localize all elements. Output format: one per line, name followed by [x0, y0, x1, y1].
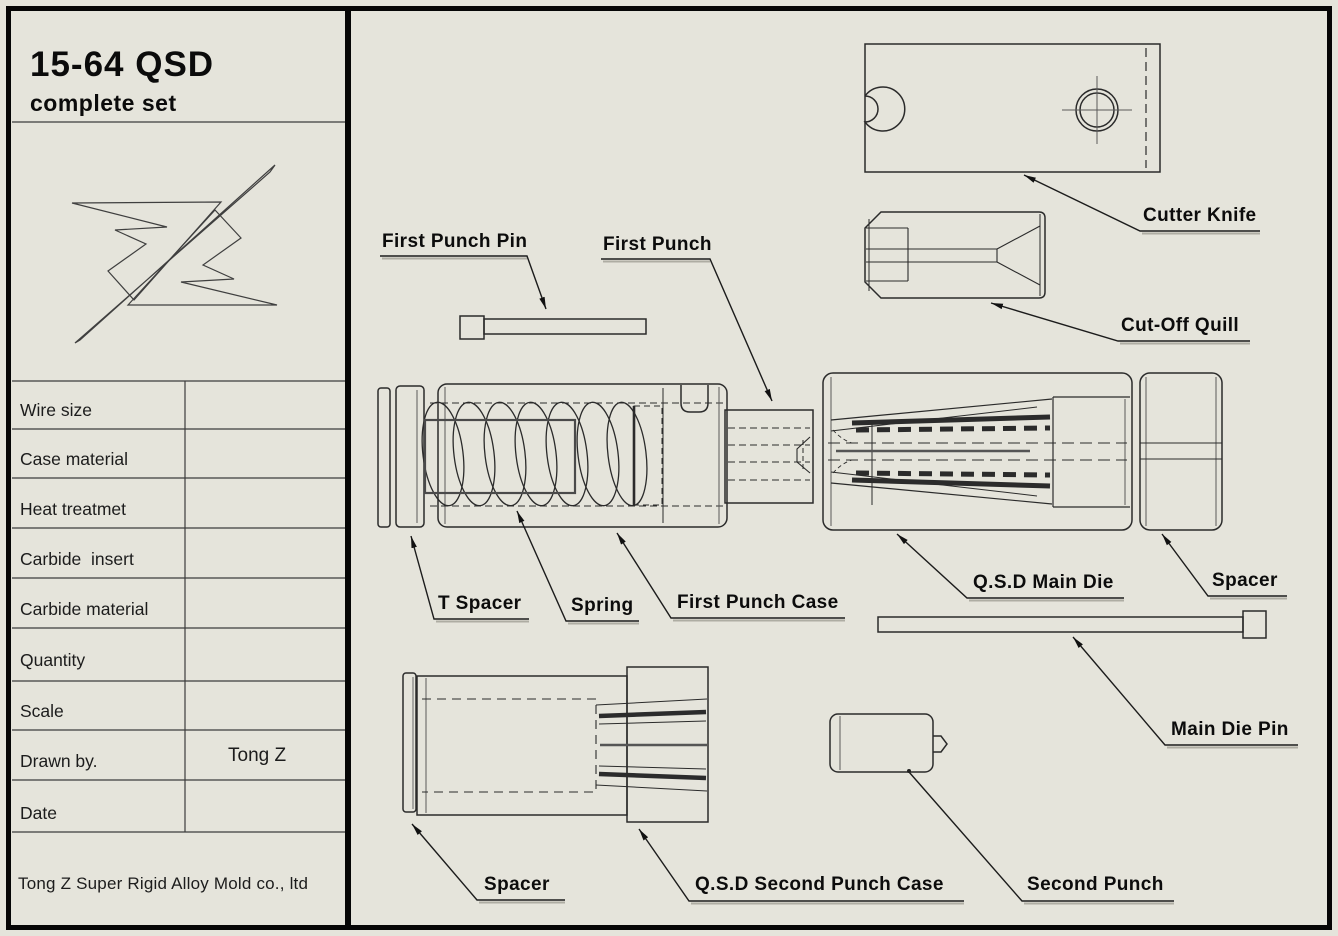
label-spacer-right: Spacer — [1212, 570, 1278, 591]
label-first-punch: First Punch — [603, 234, 712, 255]
spring-drawing — [417, 400, 652, 508]
label-main-die-pin: Main Die Pin — [1171, 719, 1289, 740]
label-second-punch: Second Punch — [1027, 874, 1164, 895]
label-spring: Spring — [571, 595, 634, 616]
qsd-main-die-drawing — [823, 373, 1132, 530]
spec-row-heat-treatment: Heat treatmet — [20, 499, 127, 519]
label-first-punch-pin: First Punch Pin — [382, 231, 528, 252]
spacer-right-drawing — [1140, 373, 1222, 530]
label-cut-off-quill: Cut-Off Quill — [1121, 315, 1240, 336]
label-spacer-bottom: Spacer — [484, 874, 550, 895]
drawn-by-value: Tong Z — [228, 745, 287, 766]
spec-row-wire-size: Wire size — [20, 400, 92, 420]
label-t-spacer: T Spacer — [438, 593, 522, 614]
spec-row-carbide-material: Carbide material — [20, 599, 149, 619]
leader-first-punch — [601, 259, 772, 401]
company-name: Tong Z Super Rigid Alloy Mold co., ltd — [18, 874, 309, 893]
label-first-punch-case: First Punch Case — [677, 592, 839, 613]
cutter-knife-drawing — [865, 44, 1160, 172]
sheet-subtitle: complete set — [30, 90, 177, 116]
company-logo — [72, 165, 277, 343]
spec-row-case-material: Case material — [20, 449, 128, 469]
cut-off-quill-drawing — [865, 212, 1045, 298]
label-cutter-knife: Cutter Knife — [1143, 205, 1257, 226]
second-punch-case-assembly-drawing — [403, 667, 708, 822]
label-qsd-main-die: Q.S.D Main Die — [973, 572, 1114, 593]
first-punch-pin-drawing — [460, 316, 646, 339]
spec-row-date: Date — [20, 803, 57, 823]
leader-first-punch-pin — [380, 256, 546, 309]
spec-row-quantity: Quantity — [20, 650, 86, 670]
title-block-divider — [345, 8, 351, 928]
second-punch-drawing — [830, 714, 947, 772]
sheet-title: 15-64 QSD — [30, 45, 215, 84]
main-die-pin-drawing — [878, 611, 1266, 638]
spec-row-scale: Scale — [20, 701, 64, 721]
title-block-grid — [12, 122, 345, 832]
spec-row-drawn-by: Drawn by. — [20, 751, 98, 771]
first-punch-case-assembly-drawing — [378, 384, 813, 527]
spec-row-carbide-insert: Carbide insert — [20, 549, 134, 569]
label-qsd-second-punch-case: Q.S.D Second Punch Case — [695, 874, 944, 895]
